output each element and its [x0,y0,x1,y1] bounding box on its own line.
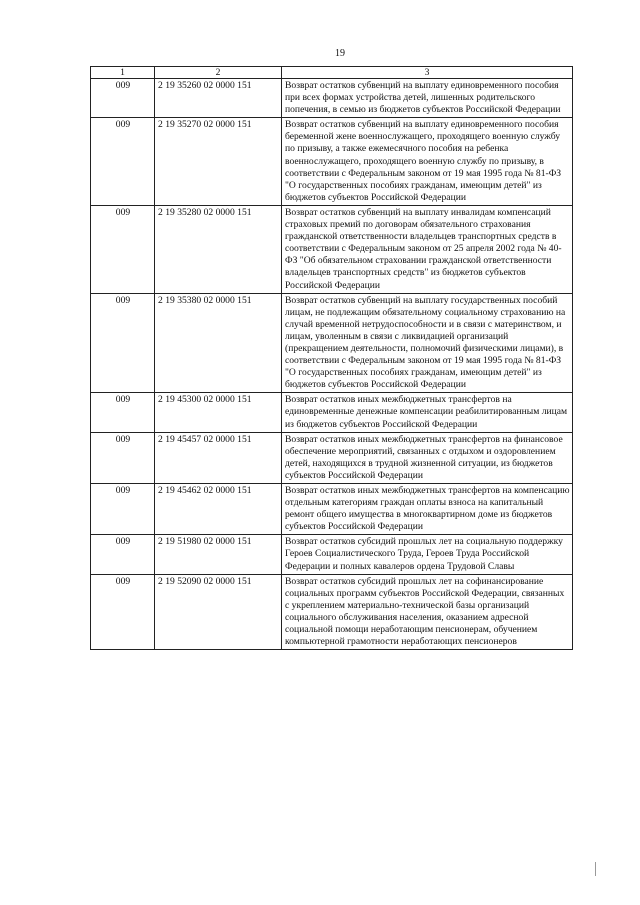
admin-code-cell: 009 [91,205,155,293]
description-cell: Возврат остатков иных межбюджетных трансфертов на компенсацию отдельным категориям граждан оплаты взноса на капитальный ремонт общего имущества в многоквартирном доме из бюджетов субъектов Российской Федерации [282,484,573,535]
admin-code-cell: 009 [91,79,155,118]
budget-codes-table [90,66,573,650]
table-header-row [91,67,573,79]
budget-code-cell: 2 19 45462 02 0000 151 [155,484,282,535]
scan-edge-mark [595,862,596,876]
table-row [91,574,573,650]
table-row [91,484,573,535]
budget-code-cell: 2 19 35380 02 0000 151 [155,293,282,393]
budget-code-cell: 2 19 52090 02 0000 151 [155,574,282,650]
admin-code-cell: 009 [91,393,155,432]
admin-code-cell: 009 [91,293,155,393]
admin-code-cell: 009 [91,432,155,483]
budget-code-cell: 2 19 51980 02 0000 151 [155,535,282,574]
table-row [91,393,573,432]
table-row [91,118,573,206]
description-cell: Возврат остатков субвенций на выплату единовременного пособия беременной жене военнослужащего, проходящего военную службу по призыву, а также ежемесячного пособия на ребенка военнослужащего, проходящего военную службу по призыву, в соответствии с Федеральным законом от 19 мая 1995 года № 81-ФЗ "О государственных пособиях гражданам, имеющим детей" из бюджетов субъектов Российской Федерации [282,118,573,206]
admin-code-cell: 009 [91,535,155,574]
column-header-admin: 1 [91,67,155,79]
budget-code-cell: 2 19 45457 02 0000 151 [155,432,282,483]
table-row [91,432,573,483]
column-header-description: 3 [282,67,573,79]
admin-code-cell: 009 [91,118,155,206]
description-cell: Возврат остатков субвенций на выплату единовременного пособия при всех формах устройства детей, лишенных родительского попечения, в семью из бюджетов субъектов Российской Федерации [282,79,573,118]
description-cell: Возврат остатков субсидий прошлых лет на софинансирование социальных программ субъектов Российской Федерации, связанных с укреплением материально-технической базы организаций социального обслуживания населения, оказанием адресной социальной помощи неработающим пенсионерам, обучением компьютерной грамотности неработающих пенсионеров [282,574,573,650]
description-cell: Возврат остатков иных межбюджетных трансфертов на единовременные денежные компенсации реабилитированным лицам из бюджетов субъектов Российской Федерации [282,393,573,432]
description-cell: Возврат остатков субвенций на выплату инвалидам компенсаций страховых премий по договорам обязательного страхования гражданской ответственности владельцев транспортных средств в соответствии с Федеральным законом от 25 апреля 2002 года № 40-ФЗ "Об обязательном страховании гражданской ответственности владельцев транспортных средств" из бюджетов субъектов Российской Федерации [282,205,573,293]
admin-code-cell: 009 [91,484,155,535]
description-cell: Возврат остатков субсидий прошлых лет на социальную поддержку Героев Социалистического Труда, Героев Труда Российской Федерации и полных кавалеров ордена Трудовой Славы [282,535,573,574]
budget-code-cell: 2 19 45300 02 0000 151 [155,393,282,432]
page-number: 19 [335,48,345,59]
admin-code-cell: 009 [91,574,155,650]
description-cell: Возврат остатков субвенций на выплату государственных пособий лицам, не подлежащим обязательному социальному страхованию на случай временной нетрудоспособности и в связи с материнством, и лицам, уволенным в связи с ликвидацией организаций (прекращением деятельности, полномочий физическими лицами), в соответствии с Федеральным законом от 19 мая 1995 года № 81-ФЗ "О государственных пособиях гражданам, имеющим детей" из бюджетов субъектов Российской Федерации [282,293,573,393]
budget-code-cell: 2 19 35280 02 0000 151 [155,205,282,293]
description-cell: Возврат остатков иных межбюджетных трансфертов на финансовое обеспечение мероприятий, связанных с отдыхом и оздоровлением детей, находящихся в трудной жизненной ситуации, из бюджетов субъектов Российской Федерации [282,432,573,483]
table-row [91,535,573,574]
budget-code-cell: 2 19 35260 02 0000 151 [155,79,282,118]
budget-code-cell: 2 19 35270 02 0000 151 [155,118,282,206]
table-row [91,205,573,293]
table-row [91,79,573,118]
table-row [91,293,573,393]
column-header-code: 2 [155,67,282,79]
